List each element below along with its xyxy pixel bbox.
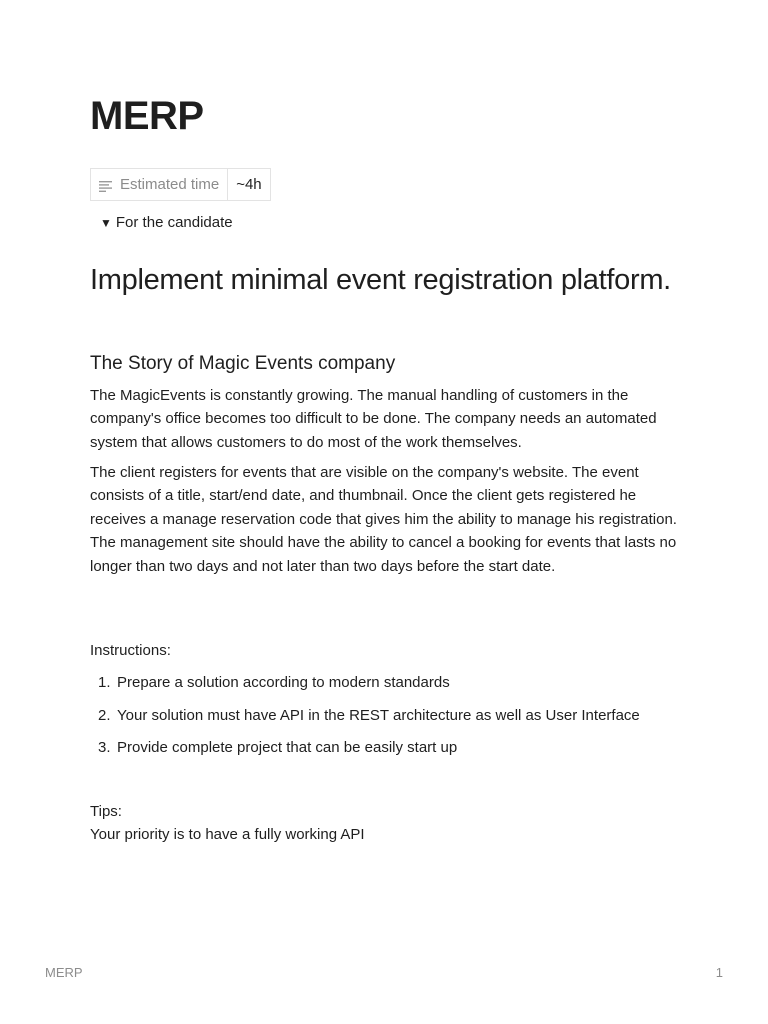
- text-lines-icon: [99, 181, 112, 192]
- list-item-number: 2.: [98, 706, 111, 724]
- toggle-label: For the candidate: [115, 214, 233, 231]
- list-item-number: 1.: [98, 674, 111, 691]
- paragraph-intro: The MagicEvents is constantly growing. The manual handling of customers in the company's office becomes too difficult to be done. The company needs an automated system that allows customers to do most of the work themselves.: [90, 387, 657, 451]
- properties-table: [90, 168, 271, 201]
- footer-document-title: MERP: [45, 965, 83, 980]
- instructions-list: [90, 672, 640, 770]
- list-item: [90, 737, 640, 759]
- property-value-cell[interactable]: [228, 169, 269, 200]
- triangle-down-icon: ▼: [100, 216, 112, 230]
- tips-text: Your priority is to have a fully working API: [90, 826, 365, 843]
- sub-heading: The Story of Magic Events company: [90, 353, 396, 374]
- list-item-text: Prepare a solution according to modern standards: [117, 674, 450, 691]
- list-item-text: Your solution must have API in the REST architecture as well as User Interface: [117, 706, 640, 724]
- page-title: MERP: [90, 94, 204, 138]
- main-heading: Implement minimal event registration platform.: [90, 264, 671, 296]
- property-name-cell[interactable]: [91, 169, 228, 200]
- tips-label: Tips:: [90, 803, 122, 820]
- list-item-text: Provide complete project that can be easily start up: [117, 739, 458, 756]
- property-value: ~4h: [236, 176, 262, 193]
- list-item-number: 3.: [98, 739, 111, 756]
- list-item: [90, 705, 640, 727]
- paragraph-description: The client registers for events that are visible on the company's website. The event consists of a title, start/end date, and thumbnail. Once the client gets registered he receives a manage reservation code that gives him the ability to manage his registration. The management site should have the ability to cancel a booking for events that lasts no longer than two days and not later than two days before the start date.: [90, 464, 677, 575]
- property-name: Estimated time: [120, 176, 220, 193]
- instructions-label: Instructions:: [90, 642, 171, 659]
- candidate-toggle[interactable]: [100, 213, 233, 233]
- footer-page-number: 1: [715, 965, 723, 980]
- list-item: [90, 672, 640, 694]
